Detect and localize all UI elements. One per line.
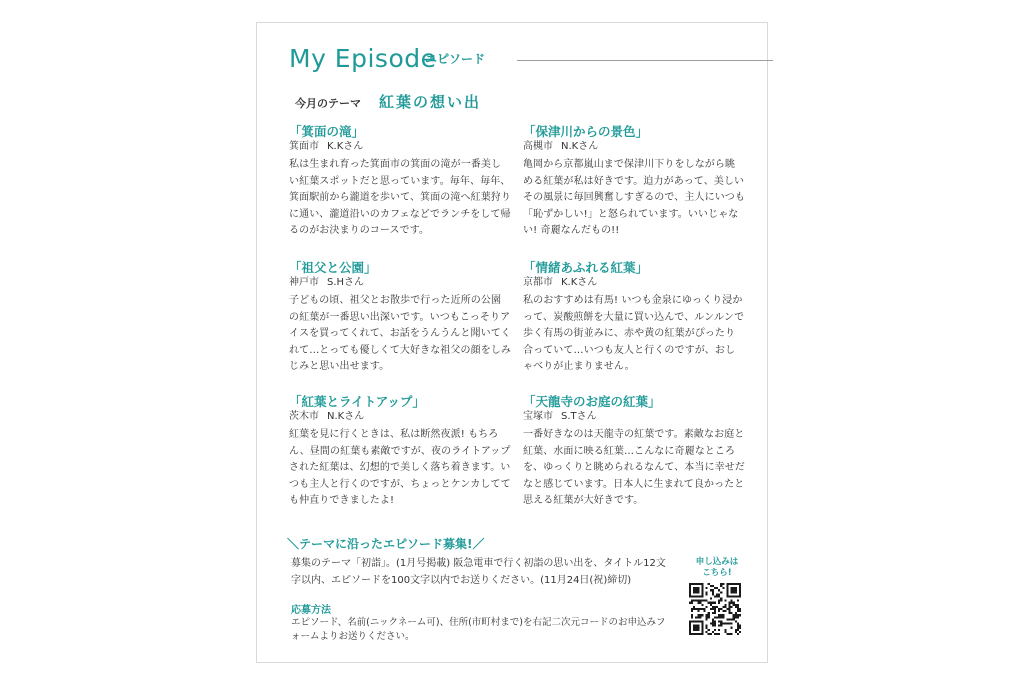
episode-body: 私は生まれ育った箕面市の箕面の滝が一番美しい紅葉スポットだと思っています。毎年、毎年、箕面駅前から瀧道を歩いて、箕面の滝へ紅葉狩りに通い、瀧道沿いのカフェなどでランチをして帰るのがお決まりのコースです。 <box>289 159 511 237</box>
episode-body: 子どもの頃、祖父とお散歩で行った近所の公園の紅葉が一番思い出深いです。いつもこっそりアイスを買ってくれて、お話をうんうんと聞いてくれて…とっても優しくて大好きな祖父の顔をしみじみと思い出せます。 <box>289 295 511 373</box>
episode-card <box>256 22 768 663</box>
episode-author <box>523 140 745 154</box>
episode-name: N.Kさん <box>561 141 599 152</box>
episode-author <box>289 276 511 290</box>
episode-city: 宝塚市 <box>523 411 553 422</box>
episode-city: 京都市 <box>523 277 553 288</box>
theme-value: 紅葉の想い出 <box>379 93 482 111</box>
episode-title: 「箕面の滝」 <box>289 124 365 139</box>
section-header <box>289 43 741 75</box>
episode-item <box>523 393 745 510</box>
episode-author <box>523 410 745 424</box>
episode-item <box>289 123 511 240</box>
page-title: My Episode <box>289 44 437 73</box>
episode-body: 亀岡から京都嵐山まで保津川下りをしながら眺める紅葉が私は好きです。迫力があって、美しいその風景に毎回興奮しすぎるので、主人にいつも「恥ずかしい!」と怒られています。いいじゃない! 奇麗なんだもの!! <box>523 159 745 237</box>
recruit-heading: ＼テーマに沿ったエピソード募集!／ <box>287 537 485 551</box>
episode-author <box>523 276 745 290</box>
apply-label-line1: 申し込みは <box>695 557 739 567</box>
episode-title: 「祖父と公園」 <box>289 260 377 275</box>
episode-item <box>289 393 511 510</box>
episode-title: 「情緒あふれる紅葉」 <box>523 260 649 275</box>
theme-label: 今月のテーマ <box>295 97 361 110</box>
title-divider <box>517 60 773 61</box>
method-heading: 応募方法 <box>291 605 331 616</box>
episode-city: 神戸市 <box>289 277 319 288</box>
method-body: エピソード、名前(ニックネーム可)、住所(市町村まで)を右記二次元コードのお申込みフォームよりお送りください。 <box>291 617 666 642</box>
episode-title: 「保津川からの景色」 <box>523 124 649 139</box>
episode-body: 一番好きなのは天龍寺の紅葉です。素敵なお庭と紅葉、水面に映る紅葉…こんなに奇麗なところを、ゆっくりと眺められるなんて、本当に幸せだなと感じています。日本人に生まれて良かったと思える紅葉が大好きです。 <box>523 429 745 507</box>
episode-item <box>523 123 745 240</box>
episode-name: S.Hさん <box>327 277 365 288</box>
apply-label-line2: こちら! <box>702 568 732 578</box>
episode-body: 紅葉を見に行くときは、私は断然夜派! もちろん、昼間の紅葉も素敵ですが、夜のライトアップされた紅葉は、幻想的で美しく落ち着きます。いつも主人と行くのですが、ちょっとケンカしてても仲直りできましたよ! <box>289 429 511 507</box>
qr-code-icon[interactable] <box>689 583 741 635</box>
episode-item <box>289 259 511 376</box>
recruit-body: 募集のテーマ「初詣」。(1月号掲載) 阪急電車で行く初詣の思い出を、タイトル12文字以内、エピソードを100文字以内でお送りください。(11月24日(祝)締切) <box>291 558 666 586</box>
page-title-japanese: エピソード <box>425 52 486 66</box>
episode-name: K.Kさん <box>561 277 598 288</box>
episode-city: 高槻市 <box>523 141 553 152</box>
episode-author <box>289 410 511 424</box>
episode-item <box>523 259 745 376</box>
episode-title: 「天龍寺のお庭の紅葉」 <box>523 394 661 409</box>
episode-city: 茨木市 <box>289 411 319 422</box>
episode-name: K.Kさん <box>327 141 364 152</box>
episode-city: 箕面市 <box>289 141 319 152</box>
episode-body: 私のおすすめは有馬! いつも金泉にゆっくり浸かって、炭酸煎餅を大量に買い込んで、ルンルンで歩く有馬の街並みに、赤や黄の紅葉がぴったり合っていて…いつも友人と行くのですが、おしゃべりが止まりません。 <box>523 295 745 373</box>
episode-title: 「紅葉とライトアップ」 <box>289 394 425 409</box>
episode-name: N.Kさん <box>327 411 365 422</box>
apply-label <box>685 557 749 579</box>
episode-author <box>289 140 511 154</box>
episode-name: S.Tさん <box>561 411 597 422</box>
